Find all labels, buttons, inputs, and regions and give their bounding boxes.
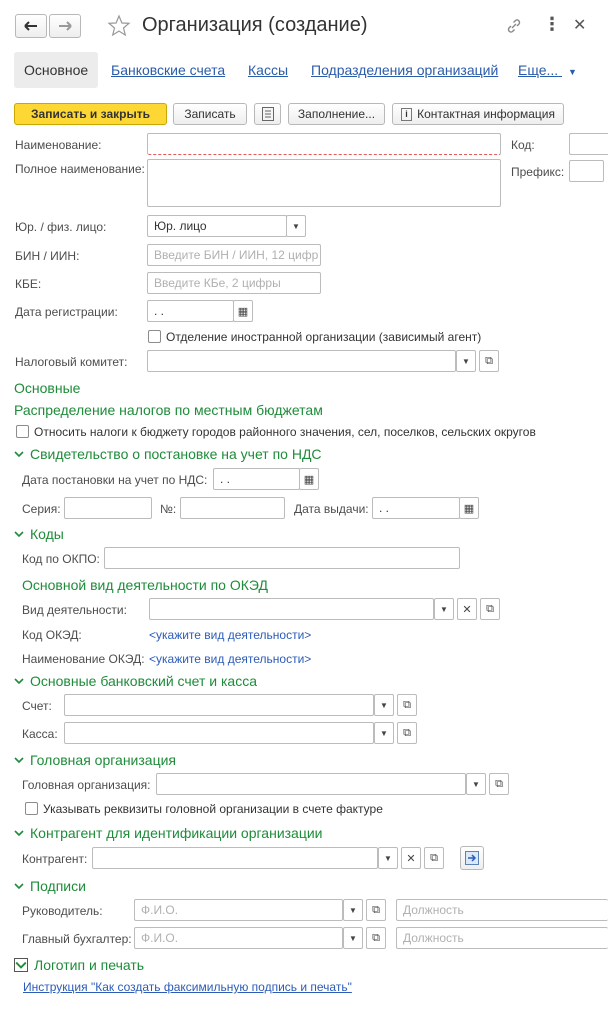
activity-label: Вид деятельности: (22, 603, 127, 617)
contact-info-button[interactable] (392, 103, 564, 125)
open-icon: ⧉ (430, 851, 438, 864)
series-input[interactable] (64, 497, 152, 519)
tab-main-label: Основное (24, 62, 89, 78)
dropdown-arrow-icon: ▼ (472, 779, 480, 789)
entity-type-dropdown-button[interactable] (286, 215, 306, 237)
vat-date-label: Дата постановки на учет по НДС: (22, 473, 208, 487)
save-close-button[interactable]: Записать и закрыть (14, 103, 167, 125)
reg-date-calendar-button[interactable] (233, 300, 253, 322)
section-signatures[interactable] (14, 878, 86, 894)
dropdown-arrow-icon: ▼ (440, 604, 448, 614)
arrow-left-icon (24, 21, 38, 31)
open-icon: ⧉ (372, 931, 380, 944)
section-vat-cert[interactable] (14, 446, 322, 462)
bin-input[interactable]: Введите БИН / ИИН, 12 цифр (147, 244, 321, 266)
fullname-label: Полное наименование: (15, 162, 145, 176)
code-label: Код: (511, 138, 535, 152)
link-icon[interactable] (505, 17, 523, 35)
clear-icon: ✕ (462, 603, 472, 616)
entity-type-label: Юр. / физ. лицо: (15, 220, 107, 234)
number-label: №: (160, 502, 177, 516)
save-button[interactable]: Записать (173, 103, 247, 125)
accountant-dropdown-button[interactable] (343, 927, 363, 949)
activity-open-button[interactable] (480, 598, 500, 620)
chevron-down-icon (14, 676, 24, 686)
section-logo-title: Логотип и печать (34, 957, 145, 973)
dropdown-arrow-icon: ▼ (384, 853, 392, 863)
dropdown-arrow-icon: ▼ (349, 905, 357, 915)
cash-label: Касса: (22, 727, 58, 741)
accountant-input[interactable]: Ф.И.О. (134, 927, 343, 949)
reg-date-input[interactable]: . . (147, 300, 234, 322)
issue-date-input[interactable]: . . (372, 497, 460, 519)
vat-date-calendar-button[interactable] (299, 468, 319, 490)
tax-committee-label: Налоговый комитет: (15, 355, 128, 369)
arrow-right-icon (465, 851, 479, 865)
open-icon: ⧉ (485, 354, 493, 367)
oked-name-label: Наименование ОКЭД: (22, 652, 145, 666)
vat-date-input[interactable]: . . (213, 468, 300, 490)
accountant-position-input[interactable]: Должность (396, 927, 608, 949)
counterparty-input[interactable] (92, 847, 378, 869)
name-input[interactable] (147, 133, 501, 155)
counterparty-open-button[interactable] (424, 847, 444, 869)
calendar-icon: ▦ (237, 305, 249, 318)
kbe-label: КБЕ: (15, 277, 42, 291)
reg-date-label: Дата регистрации: (15, 305, 118, 319)
head-org-checkbox[interactable] (25, 802, 38, 815)
foreign-branch-checkbox[interactable] (148, 330, 161, 343)
section-counterparty-title: Контрагент для идентификации организации (30, 825, 323, 841)
dropdown-arrow-icon: ▼ (380, 700, 388, 710)
activity-dropdown-button[interactable] (434, 598, 454, 620)
oked-code-link[interactable]: <укажите вид деятельности> (149, 628, 312, 642)
director-dropdown-button[interactable] (343, 899, 363, 921)
section-codes-title: Коды (30, 526, 64, 542)
section-head-org-title: Головная организация (30, 752, 176, 768)
section-bank-cash-title: Основные банковский счет и касса (30, 673, 258, 689)
arrow-right-icon (58, 21, 72, 31)
entity-type-select[interactable]: Юр. лицо (147, 215, 287, 237)
counterparty-create-button[interactable] (460, 846, 484, 870)
cash-dropdown-button[interactable] (374, 722, 394, 744)
open-icon: ⧉ (486, 602, 494, 615)
director-position-input[interactable]: Должность (396, 899, 608, 921)
tab-more-label: Еще... (518, 62, 559, 78)
section-tax-distribution: Распределение налогов по местным бюджетам (14, 402, 323, 418)
info-icon: i (401, 108, 412, 121)
chevron-down-icon (14, 958, 28, 972)
head-org-open-button[interactable] (489, 773, 509, 795)
star-icon[interactable] (107, 14, 131, 38)
tab-more[interactable] (518, 62, 577, 78)
dropdown-arrow-icon: ▼ (380, 728, 388, 738)
issue-date-label: Дата выдачи: (294, 502, 369, 516)
section-vat-cert-title: Свидетельство о постановке на учет по НДС (30, 446, 322, 462)
head-org-input[interactable] (156, 773, 466, 795)
prefix-input[interactable] (569, 160, 604, 182)
prefix-label: Префикс: (511, 165, 565, 179)
tax-committee-dropdown-button[interactable] (456, 350, 476, 372)
counterparty-dropdown-button[interactable] (378, 847, 398, 869)
section-bank-cash[interactable] (14, 673, 257, 689)
chevron-down-icon (14, 449, 24, 459)
head-org-label: Головная организация: (22, 778, 151, 792)
dropdown-arrow-icon: ▼ (292, 221, 300, 231)
name-label: Наименование: (15, 138, 102, 152)
fill-button[interactable]: Заполнение... (288, 103, 385, 125)
list-button[interactable] (254, 103, 281, 125)
close-icon[interactable]: ✕ (573, 17, 587, 34)
section-counterparty[interactable] (14, 825, 323, 841)
foreign-branch-label: Отделение иностранной организации (зависимый агент) (166, 330, 482, 344)
tax-committee-input[interactable] (147, 350, 456, 372)
tab-divisions[interactable]: Подразделения организаций (311, 62, 499, 78)
director-open-button[interactable] (366, 899, 386, 921)
cash-input[interactable] (64, 722, 374, 744)
tax-distribution-checkbox[interactable] (16, 425, 29, 438)
clear-icon: ✕ (406, 852, 416, 865)
dropdown-arrow-icon: ▼ (349, 933, 357, 943)
issue-date-calendar-button[interactable] (459, 497, 479, 519)
contact-info-label: Контактная информация (417, 107, 555, 121)
section-codes[interactable] (14, 526, 64, 542)
open-icon: ⧉ (372, 903, 380, 916)
number-input[interactable] (180, 497, 285, 519)
section-logo[interactable] (14, 957, 144, 973)
account-dropdown-button[interactable] (374, 694, 394, 716)
open-icon: ⧉ (495, 777, 503, 790)
chevron-down-icon (14, 755, 24, 765)
fullname-input[interactable] (147, 159, 501, 207)
account-label: Счет: (22, 699, 52, 713)
series-label: Серия: (22, 502, 61, 516)
section-basic: Основные (14, 380, 81, 396)
chevron-down-icon (14, 828, 24, 838)
counterparty-clear-button[interactable] (401, 847, 421, 869)
section-oked: Основной вид деятельности по ОКЭД (22, 577, 268, 593)
dropdown-arrow-icon: ▼ (462, 356, 470, 366)
calendar-icon: ▦ (463, 502, 475, 515)
tab-cash[interactable]: Кассы (248, 62, 289, 78)
director-input[interactable]: Ф.И.О. (134, 899, 343, 921)
accountant-open-button[interactable] (366, 927, 386, 949)
section-head-org[interactable] (14, 752, 176, 768)
okpo-label: Код по ОКПО: (22, 552, 100, 566)
director-label: Руководитель: (22, 904, 103, 918)
tax-committee-open-button[interactable] (479, 350, 499, 372)
code-input[interactable] (569, 133, 608, 155)
accountant-label: Главный бухгалтер: (22, 932, 132, 946)
open-icon: ⧉ (403, 726, 411, 739)
instruction-link[interactable]: Инструкция "Как создать факсимильную подпись и печать" (23, 980, 352, 994)
cash-open-button[interactable] (397, 722, 417, 744)
chevron-down-icon (14, 881, 24, 891)
tab-bank-accounts[interactable]: Банковские счета (111, 62, 226, 78)
document-list-icon (262, 107, 274, 121)
kbe-input[interactable]: Введите КБе, 2 цифры (147, 272, 321, 294)
tax-distribution-check-label: Относить налоги к бюджету городов районного значения, сел, поселков, сельских округов (34, 425, 536, 439)
oked-code-label: Код ОКЭД: (22, 628, 82, 642)
bin-label: БИН / ИИН: (15, 249, 80, 263)
open-icon: ⧉ (403, 698, 411, 711)
account-open-button[interactable] (397, 694, 417, 716)
chevron-down-icon: ▼ (568, 67, 577, 77)
okpo-input[interactable] (104, 547, 460, 569)
window-title: Организация (создание) (142, 14, 368, 36)
counterparty-label: Контрагент: (22, 852, 88, 866)
calendar-icon: ▦ (303, 473, 315, 486)
head-org-check-label: Указывать реквизиты головной организации в счете фактуре (43, 802, 383, 816)
forward-button[interactable] (49, 14, 81, 38)
head-org-dropdown-button[interactable] (466, 773, 486, 795)
back-button[interactable] (15, 14, 47, 38)
chevron-down-icon (14, 529, 24, 539)
activity-clear-button[interactable] (457, 598, 477, 620)
activity-input[interactable] (149, 598, 434, 620)
more-menu-icon[interactable]: ⋮ (543, 14, 561, 34)
oked-name-link[interactable]: <укажите вид деятельности> (149, 652, 312, 666)
account-input[interactable] (64, 694, 374, 716)
section-signatures-title: Подписи (30, 878, 86, 894)
